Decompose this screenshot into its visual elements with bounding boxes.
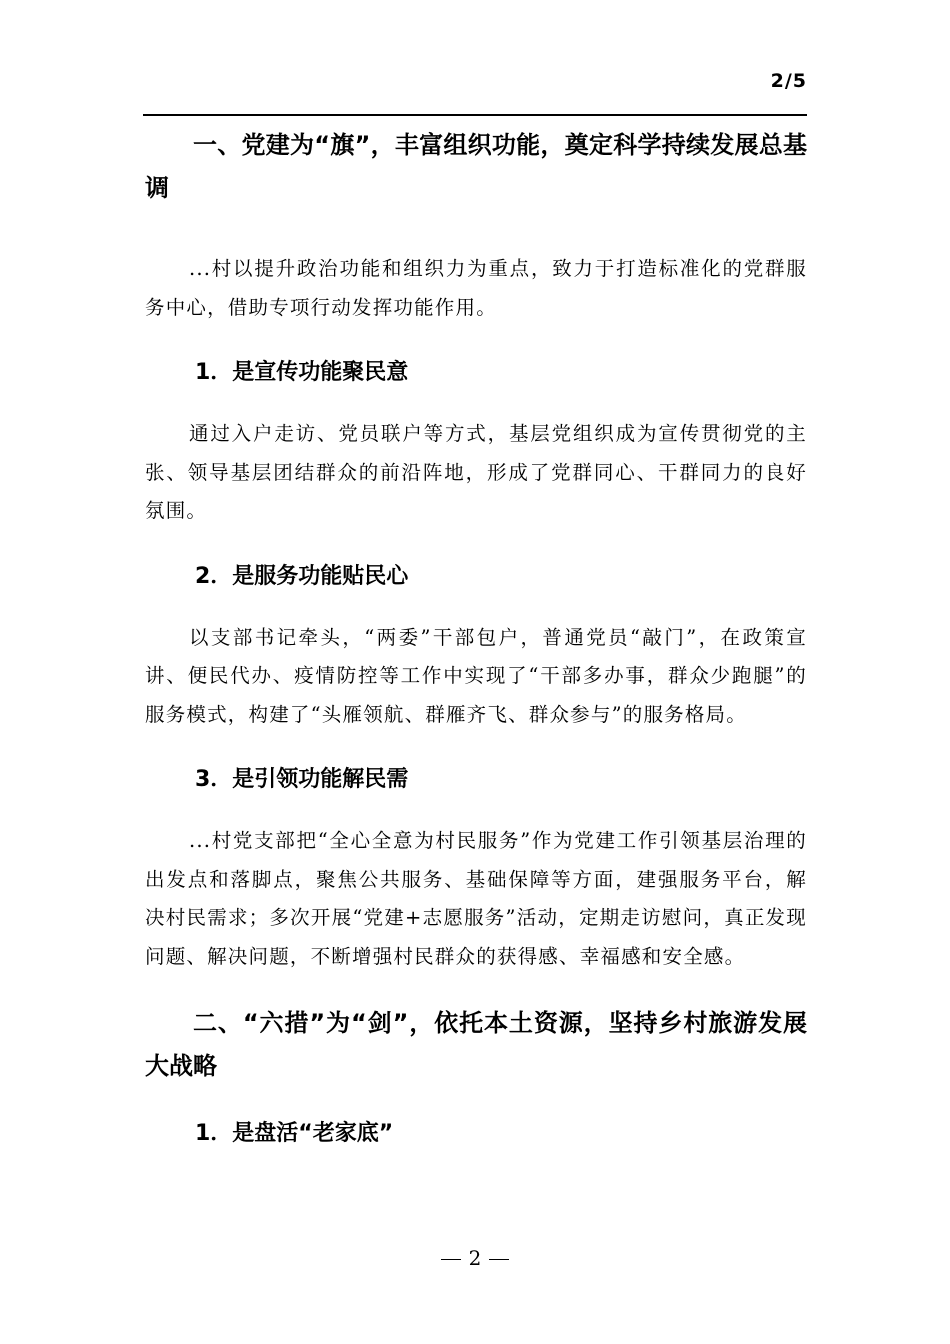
section-1-item-2-heading: 2．是服务功能贴民心	[195, 563, 409, 589]
page-footer	[0, 1246, 950, 1270]
header-rule	[143, 114, 807, 116]
footer-dash-left	[441, 1259, 461, 1260]
page-counter: 2/5	[770, 70, 807, 92]
section-1-title: 一、党建为“旗”，丰富组织功能，奠定科学持续发展总基调	[145, 131, 807, 202]
footer-page-number: 2	[468, 1246, 482, 1270]
section-1-item-1-heading: 1．是宣传功能聚民意	[195, 360, 409, 385]
section-1-item-3-text: ...村党支部把“全心全意为村民服务”作为党建工作引领基层治理的出发点和落脚点，聚焦公共服务、基础保障等方面，建强服务平台，解决村民需求；多次开展“党建+志愿服务”活动，定期走访慰问，真正发现问题、解决问题，不断增强村民群众的获得感、幸福感和安全感。	[145, 829, 807, 968]
section-2-title: 二、“六措”为“剑”，依托本土资源，坚持乡村旅游发展大战略	[145, 1009, 807, 1080]
section-1-intro: ...村以提升政治功能和组织力为重点，致力于打造标准化的党群服务中心，借助专项行动发挥功能作用。	[145, 257, 807, 319]
footer-dash-right	[489, 1259, 509, 1260]
document-body	[145, 118, 807, 1154]
section-1-item-2-text: 以支部书记牵头，“两委”干部包户，普通党员“敲门”，在政策宣讲、便民代办、疫情防控等工作中实现了“干部多办事，群众少跑腿”的服务模式，构建了“头雁领航、群雁齐飞、群众参与”的服务格局。	[145, 625, 807, 726]
section-1-item-3-heading: 3．是引领功能解民需	[195, 767, 409, 792]
section-2-item-1-heading: 1．是盘活“老家底”	[195, 1121, 394, 1146]
section-1-item-1-text: 通过入户走访、党员联户等方式，基层党组织成为宣传贯彻党的主张、领导基层团结群众的前沿阵地，形成了党群同心、干群同力的良好氛围。	[145, 422, 807, 522]
